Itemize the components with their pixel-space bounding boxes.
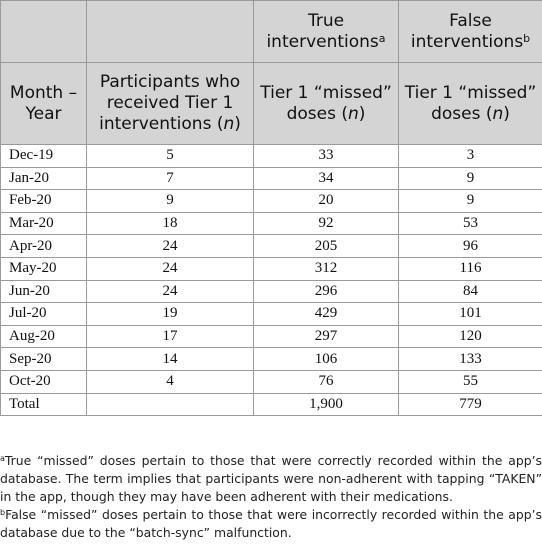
- cell-participants: 14: [87, 348, 254, 371]
- table-header: [1, 1, 542, 145]
- header-row-columns: [1, 63, 542, 145]
- table-row: [1, 235, 542, 258]
- cell-false-missed: 779: [399, 393, 542, 416]
- cell-true-missed: 76: [254, 370, 399, 393]
- cell-participants: 19: [87, 303, 254, 326]
- cell-participants: 4: [87, 370, 254, 393]
- table-row: [1, 190, 542, 213]
- table-row: [1, 257, 542, 280]
- header-empty-month: [1, 1, 87, 63]
- table-row: [1, 145, 542, 168]
- cell-month: Feb-20: [1, 190, 87, 213]
- cell-participants: 24: [87, 235, 254, 258]
- table-row: [1, 348, 542, 371]
- cell-false-missed: 96: [399, 235, 542, 258]
- cell-true-missed: 20: [254, 190, 399, 213]
- cell-month: Dec-19: [1, 145, 87, 168]
- footnote-a: $^a$True “missed” doses pertain to those that were correctly recorded within the app’s database. The term implies that participants were non-adherent with tapping “TAKEN” in the app, though they may have been adherent with their medications.: [0, 453, 542, 504]
- header-empty-participants: [87, 1, 254, 63]
- cell-participants: 7: [87, 167, 254, 190]
- cell-month: Oct-20: [1, 370, 87, 393]
- table-row: [1, 325, 542, 348]
- table-row: [1, 280, 542, 303]
- header-row-group: [1, 1, 542, 63]
- cell-true-missed: 429: [254, 303, 399, 326]
- cell-true-missed: 34: [254, 167, 399, 190]
- cell-month: Apr-20: [1, 235, 87, 258]
- header-true-interventions: True interventions$^a$: [254, 1, 399, 63]
- cell-month: Jun-20: [1, 280, 87, 303]
- cell-month: Sep-20: [1, 348, 87, 371]
- cell-false-missed: 55: [399, 370, 542, 393]
- cell-false-missed: 9: [399, 190, 542, 213]
- cell-false-missed: 120: [399, 325, 542, 348]
- table-row: [1, 303, 542, 326]
- table-row-total: [1, 393, 542, 416]
- cell-true-missed: 33: [254, 145, 399, 168]
- table-row: [1, 370, 542, 393]
- cell-participants: 24: [87, 280, 254, 303]
- cell-participants: 18: [87, 212, 254, 235]
- cell-true-missed: 296: [254, 280, 399, 303]
- cell-true-missed: 205: [254, 235, 399, 258]
- header-false-interventions: False interventions$^b$: [399, 1, 542, 63]
- cell-month: Jan-20: [1, 167, 87, 190]
- cell-participants: [87, 393, 254, 416]
- table-body: [1, 145, 542, 416]
- cell-month: Mar-20: [1, 212, 87, 235]
- cell-false-missed: 84: [399, 280, 542, 303]
- cell-month: May-20: [1, 257, 87, 280]
- cell-participants: 17: [87, 325, 254, 348]
- header-true-missed-doses: Tier 1 “missed” doses (n): [254, 63, 399, 145]
- cell-month: Aug-20: [1, 325, 87, 348]
- cell-true-missed: 92: [254, 212, 399, 235]
- cell-month: Total: [1, 393, 87, 416]
- table-footnotes: [0, 452, 542, 542]
- cell-false-missed: 53: [399, 212, 542, 235]
- cell-participants: 24: [87, 257, 254, 280]
- table-row: [1, 212, 542, 235]
- cell-true-missed: 297: [254, 325, 399, 348]
- cell-false-missed: 9: [399, 167, 542, 190]
- cell-false-missed: 3: [399, 145, 542, 168]
- cell-true-missed: 1,900: [254, 393, 399, 416]
- cell-false-missed: 133: [399, 348, 542, 371]
- table-row: [1, 167, 542, 190]
- cell-participants: 5: [87, 145, 254, 168]
- header-false-missed-doses: Tier 1 “missed” doses (n): [399, 63, 542, 145]
- footnote-b: $^b$False “missed” doses pertain to those that were incorrectly recorded within the app’s database due to the “batch-sync” malfunction.: [0, 507, 542, 540]
- cell-false-missed: 116: [399, 257, 542, 280]
- cell-true-missed: 312: [254, 257, 399, 280]
- header-participants: Participants who received Tier 1 interventions (n): [87, 63, 254, 145]
- cell-month: Jul-20: [1, 303, 87, 326]
- cell-participants: 9: [87, 190, 254, 213]
- header-month-year: Month – Year: [1, 63, 87, 145]
- cell-false-missed: 101: [399, 303, 542, 326]
- cell-true-missed: 106: [254, 348, 399, 371]
